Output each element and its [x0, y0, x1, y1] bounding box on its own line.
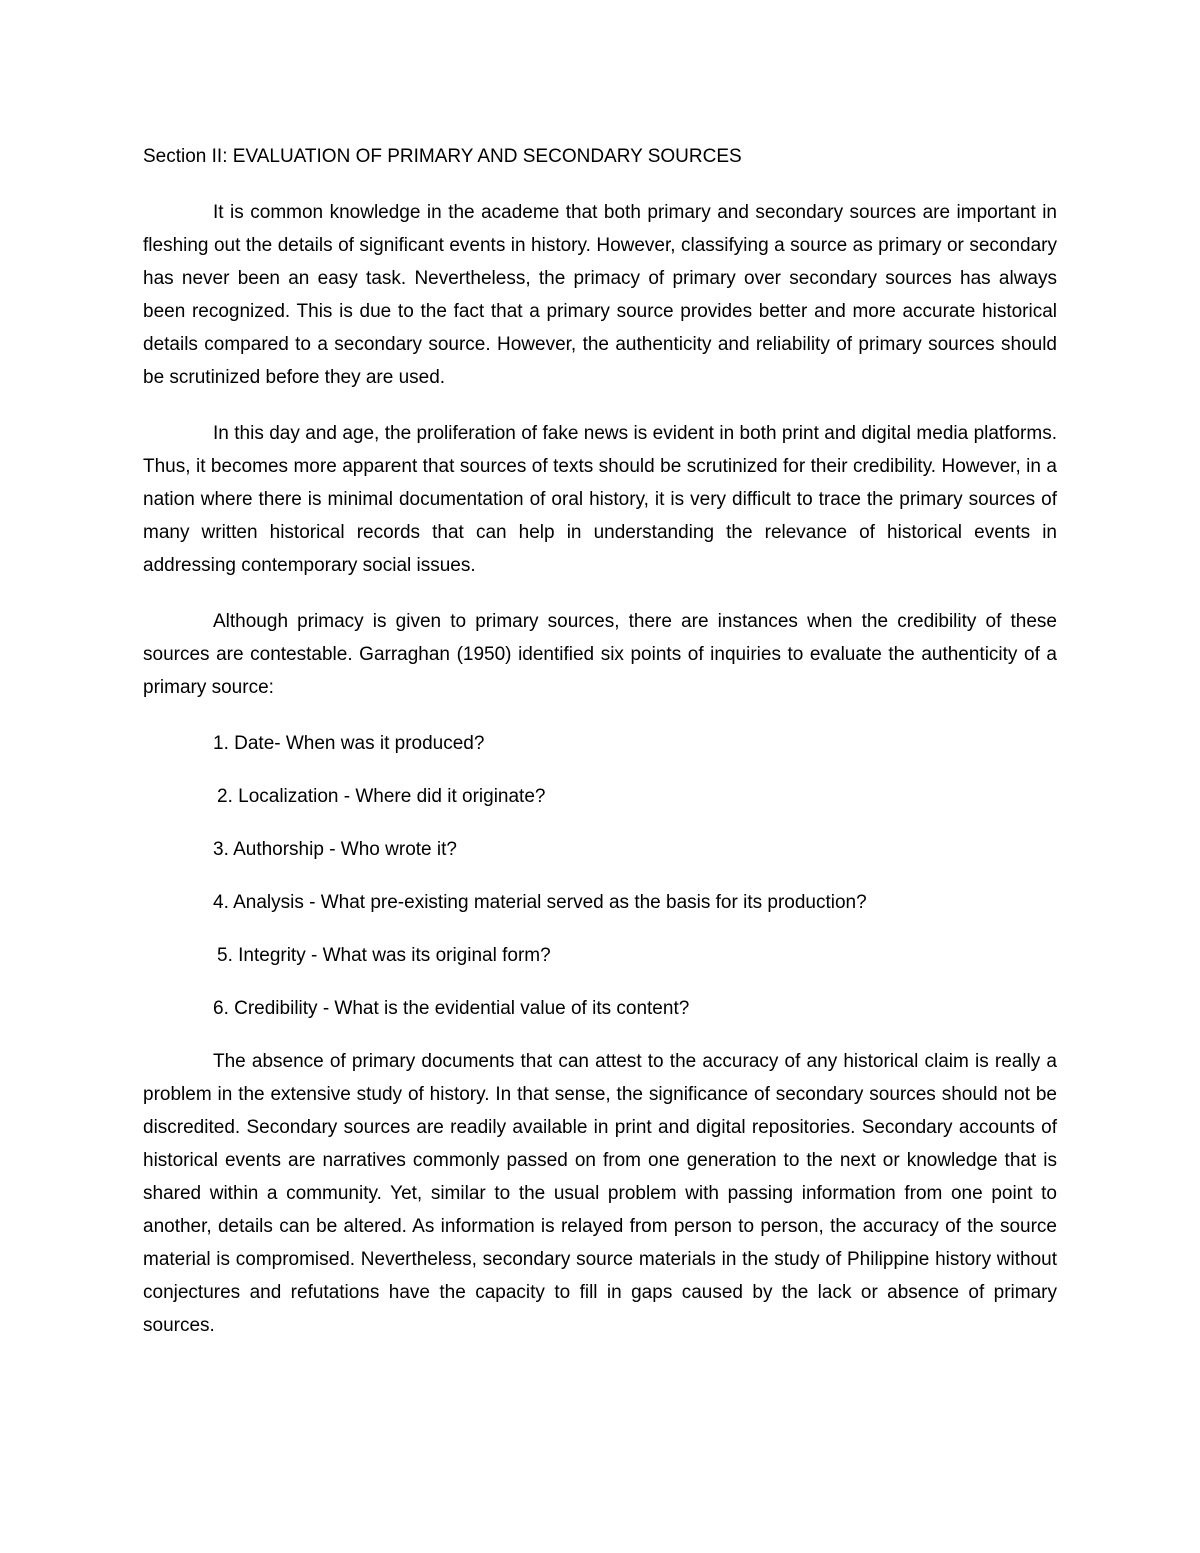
list-item: 3. Authorship - Who wrote it?: [213, 839, 457, 860]
list-item: 5. Integrity - What was its original form?: [217, 945, 551, 966]
inquiry-list: [143, 727, 1057, 1025]
paragraph-secondary-sources: The absence of primary documents that can attest to the accuracy of any historical claim is really a problem in the extensive study of history. In that sense, the significance of secondary sources should not be discredited. Secondary sources are readily available in print and digital repositories. Secondary accounts of historical events are narratives commonly passed on from one generation to the next or knowledge that is shared within a community. Yet, similar to the usual problem with passing information from one point to another, details can be altered. As information is relayed from person to person, the accuracy of the source material is compromised. Nevertheless, secondary source materials in the study of Philippine history without conjectures and refutations have the capacity to fill in gaps caused by the lack or absence of primary sources.: [143, 1051, 1057, 1336]
paragraph-garraghan: Although primacy is given to primary sources, there are instances when the credibility of these sources are contestable. Garraghan (1950) identified six points of inquiries to evaluate the authenticity of a primary source:: [143, 611, 1057, 698]
section-heading: Section II: EVALUATION OF PRIMARY AND SECONDARY SOURCES: [143, 146, 742, 167]
document-body: [143, 140, 1057, 1365]
list-item: 6. Credibility - What is the evidential value of its content?: [213, 998, 690, 1019]
list-item: 2. Localization - Where did it originate?: [217, 786, 546, 807]
paragraph-fake-news: In this day and age, the proliferation of fake news is evident in both print and digital media platforms. Thus, it becomes more apparent that sources of texts should be scrutinized for their credibility. However, in a nation where there is minimal documentation of oral history, it is very difficult to trace the primary sources of many written historical records that can help in understanding the relevance of historical events in addressing contemporary social issues.: [143, 423, 1057, 576]
paragraph-primary-secondary: It is common knowledge in the academe that both primary and secondary sources are important in fleshing out the details of significant events in history. However, classifying a source as primary or secondary has never been an easy task. Nevertheless, the primacy of primary over secondary sources has always been recognized. This is due to the fact that a primary source provides better and more accurate historical details compared to a secondary source. However, the authenticity and reliability of primary sources should be scrutinized before they are used.: [143, 202, 1057, 388]
list-item: 1. Date- When was it produced?: [213, 733, 485, 754]
list-item: 4. Analysis - What pre-existing material served as the basis for its production?: [213, 892, 867, 913]
